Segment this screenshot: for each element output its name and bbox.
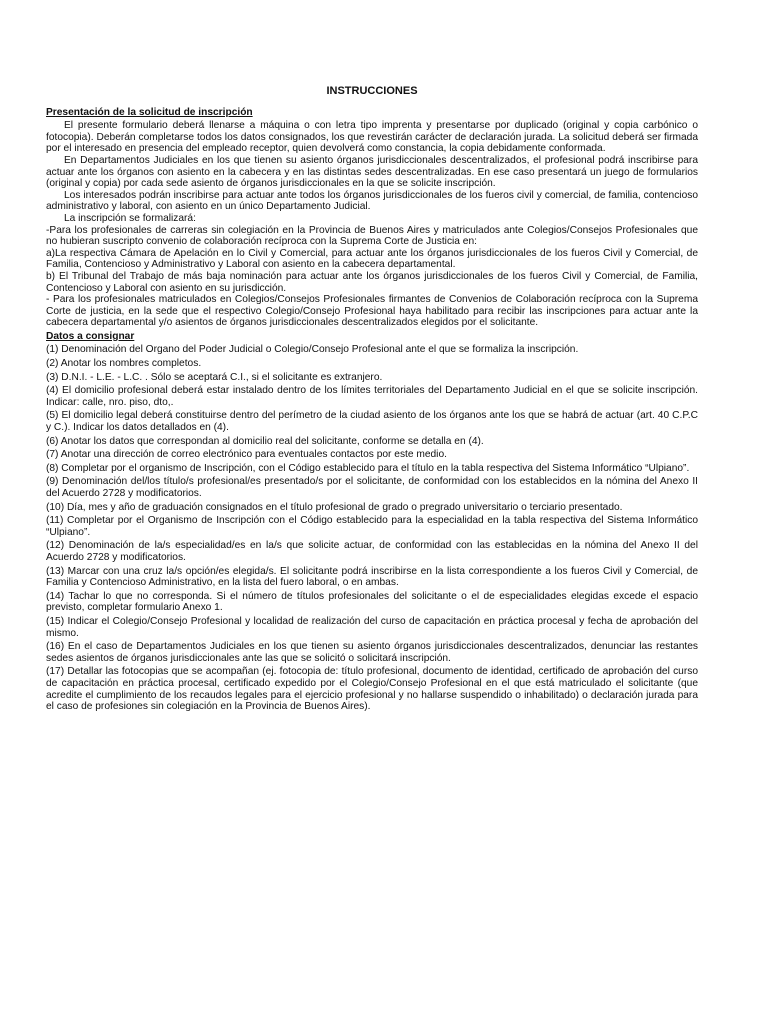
list-item: (11) Completar por el Organismo de Inscripción con el Código establecido para la especialidad en la tabla respectiva del Sistema Informático “Ulpiano”.: [46, 515, 698, 538]
paragraph: El presente formulario deberá llenarse a máquina o con letra tipo imprenta y presentarse por duplicado (original y copia carbónico o fotocopia). Deberán completarse todos los datos consignados, los que revestirán carácter de declaración jurada. La solicitud deberá ser firmada por el interesado en presencia del empleado receptor, quien devolverá como constancia, la copia debidamente conformada.: [46, 120, 698, 155]
list-item: - Para los profesionales matriculados en Colegios/Consejos Profesionales firmantes de Convenios de Colaboración recíproca con la Suprema Corte de justicia, en la sede que el respectivo Colegio/Consejo Profesional haya habilitado para recibir las inscripciones para actuar ante la cabecera departamental y/o asientos de órganos jurisdiccionales descentralizados elegidos por el solicitante.: [46, 294, 698, 329]
list-item: (15) Indicar el Colegio/Consejo Profesional y localidad de realización del curso de capacitación en práctica procesal y fecha de aprobación del mismo.: [46, 615, 698, 639]
paragraph: La inscripción se formalizará:: [64, 212, 196, 224]
list-item: b) El Tribunal del Trabajo de más baja nominación para actuar ante los órganos jurisdiccionales de los fueros Civil y Comercial, de Familia, Contencioso y Laboral con asiento en su jurisdicción.: [46, 270, 698, 294]
list-item: (10) Día, mes y año de graduación consignados en el título profesional de grado o pregrado universitario o terciario presentado.: [46, 501, 623, 513]
paragraph: Los interesados podrán inscribirse para actuar ante todos los órganos jurisdiccionales de los fueros civil y comercial, de familia, contencioso administrativo y laboral, con asiento en un único Departamento Judicial.: [46, 189, 698, 213]
list-item: (14) Tachar lo que no corresponda. Si el número de títulos profesionales del solicitante o el de especialidades elegidas excede el espacio previsto, completar formulario Anexo 1.: [46, 590, 698, 614]
list-item: (16) En el caso de Departamentos Judiciales en los que tienen su asiento órganos jurisdiccionales descentralizados, denunciar las restantes sedes asientos de órganos jurisdiccionales ante las que se solicitó o solicitará inscripción.: [46, 641, 698, 664]
list-item: (8) Completar por el organismo de Inscripción, con el Código establecido para el título en la tabla respectiva del Sistema Informático “Ulpiano”.: [46, 462, 690, 474]
list-item: (4) El domicilio profesional deberá estar instalado dentro de los límites territoriales del Departamento Judicial en el que se solicite inscripción. Indicar: calle, nro. piso, dto,.: [46, 385, 698, 408]
list-item: (1) Denominación del Organo del Poder Judicial o Colegio/Consejo Profesional ante el que se formaliza la inscripción.: [46, 344, 579, 356]
list-item: (7) Anotar una dirección de correo electrónico para eventuales contactos por este medio.: [46, 449, 447, 461]
section-heading-presentation: Presentación de la solicitud de inscripción: [46, 106, 253, 118]
document-title: INSTRUCCIONES: [326, 85, 418, 97]
section-heading-data: Datos a consignar: [46, 330, 135, 342]
list-item: (9) Denominación del/los título/s profesional/es presentado/s por el solicitante, de conformidad con los establecidos en la nómina del Anexo II del Acuerdo 2728 y modificatorios.: [46, 476, 698, 499]
instructions-document: [46, 86, 698, 715]
list-item: (2) Anotar los nombres completos.: [46, 358, 202, 370]
list-item: -Para los profesionales de carreras sin colegiación en la Provincia de Buenos Aires y matriculados ante Colegios/Consejos Profesionales que no hubieran suscripto convenio de colaboración recíproca con la Suprema Corte de Justicia en:: [46, 224, 698, 248]
list-item: (6) Anotar los datos que correspondan al domicilio real del solicitante, conforme se detalla en (4).: [46, 435, 484, 447]
list-item: (12) Denominación de la/s especialidad/es en la/s que solicite actuar, de conformidad con las establecidas en la nómina del Anexo II del Acuerdo 2728 y modificatorios.: [46, 540, 698, 563]
list-item: a)La respectiva Cámara de Apelación en lo Civil y Comercial, para actuar ante los órganos jurisdiccionales de los fueros Civil y Comercial, de Familia, Contencioso y Administrativo y Laboral con asiento en la cabecera departamental.: [46, 247, 698, 271]
list-item: (5) El domicilio legal deberá constituirse dentro del perímetro de la ciudad asiento de los órganos ante los que se habrá de actuar (art. 40 C.P.C y C.). Indicar los datos detallados en (4).: [46, 410, 698, 434]
paragraph: En Departamentos Judiciales en los que tienen su asiento órganos jurisdiccionales descentralizados, el profesional podrá inscribirse para actuar ante los órganos con asiento en la cabecera y en las distintas sedes descentralizadas. En ese caso presentará un juego de formularios (original y copia) por cada sede asiento de órganos jurisdiccionales en la que se solicite inscripción.: [46, 154, 698, 190]
list-item: (17) Detallar las fotocopias que se acompañan (ej. fotocopia de: título profesional, documento de identidad, certificado de aprobación del curso de capacitación en práctica procesal, certificado expedido por el Colegio/Consejo Profesional en el que está matriculado el solicitante (que acredite el cumplimiento de los recaudos legales para el ejercicio profesional y no hallarse suspendido o inhabilitado) o declaración jurada para el caso de profesiones sin colegiación en la Provincia de Buenos Aires).: [46, 666, 698, 713]
list-item: (13) Marcar con una cruz la/s opción/es elegida/s. El solicitante podrá inscribirse en la lista correspondiente a los fueros Civil y Comercial, de Familia y Contencioso Administrativo, en la lista del fuero laboral, o en ambas.: [46, 565, 698, 589]
list-item: (3) D.N.I. - L.E. - L.C. . Sólo se aceptará C.I., si el solicitante es extranjero.: [46, 371, 383, 383]
